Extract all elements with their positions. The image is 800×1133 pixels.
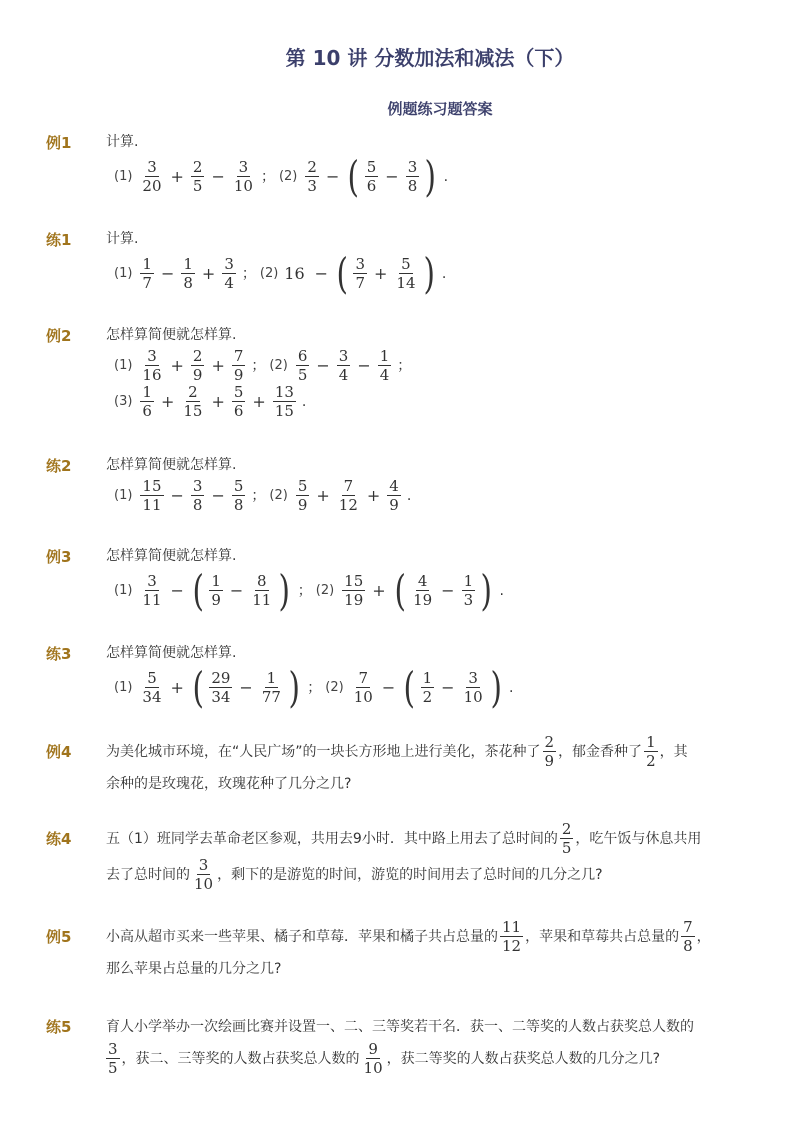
- whole-number: 16: [284, 264, 305, 283]
- part-number: (1): [114, 583, 133, 598]
- part-number: (1): [114, 358, 133, 373]
- problem-label: 例1: [46, 134, 72, 152]
- problem-label: 例4: [46, 743, 72, 761]
- fraction: $\frac{4}{19}$: [413, 572, 433, 609]
- instruction: 怎样算简便就怎样算.: [106, 457, 237, 473]
- fraction: $\frac{3}{10}$: [233, 158, 253, 195]
- problem-text: 小高从超市买来一些苹果、橘子和草莓．苹果和橘子共占总量的: [106, 929, 498, 945]
- part-number: (2): [269, 488, 288, 503]
- problem-label: 例2: [46, 327, 72, 345]
- fraction: $\frac{5}{6}$: [366, 158, 377, 195]
- fraction: $\frac{15}{19}$: [344, 572, 364, 609]
- fraction: $\frac{5}{14}$: [396, 255, 416, 292]
- fraction: $\frac{1}{3}$: [463, 572, 474, 609]
- fraction: $\frac{1}{7}$: [142, 255, 152, 292]
- fraction: $\frac{1}{4}$: [379, 347, 390, 384]
- fraction: $\frac{3}{8}$: [407, 158, 418, 195]
- problem-text: ，苹果和草莓共占总量的: [525, 929, 680, 945]
- part-number: (2): [325, 680, 344, 695]
- problem-text: 育人小学举办一次绘画比赛并设置一、二、三等奖若干名．获一、二等奖的人数占获奖总人数的: [106, 1019, 694, 1035]
- page-title: 第 10 讲 分数加法和减法（下）: [285, 46, 575, 70]
- fraction: $\frac{2}{5}$: [192, 158, 203, 195]
- fraction: $\frac{5}{8}$: [233, 477, 244, 514]
- fraction: $\frac{7}{9}$: [233, 347, 244, 384]
- fraction: $\frac{3}{4}$: [224, 255, 234, 292]
- problem-text: ，其: [659, 744, 688, 760]
- problem-text: ，郁金香种了: [558, 744, 643, 760]
- problem-text: ，吃午饭与休息共用: [575, 831, 702, 847]
- problem-text: ，剩下的是游览的时间，游览的时间用去了总时间的几分之几?: [217, 867, 603, 883]
- problem-text: 去了总时间的: [106, 867, 190, 883]
- fraction: $\frac{3}{11}$: [142, 572, 162, 609]
- fraction: $\frac{1}{2}$: [646, 733, 656, 770]
- fraction: $\frac{7}{10}$: [353, 669, 373, 706]
- fraction: $\frac{1}{6}$: [142, 383, 152, 420]
- fraction: $\frac{1}{9}$: [211, 572, 221, 609]
- fraction: $\frac{2}{9}$: [544, 733, 555, 770]
- fraction: $\frac{3}{10}$: [463, 669, 483, 706]
- problem-label: 练5: [46, 1018, 72, 1036]
- problem-text: ，获二等奖的人数占获奖总人数的几分之几?: [386, 1051, 661, 1067]
- problem-label: 例5: [46, 928, 72, 946]
- fraction: $\frac{1}{8}$: [183, 255, 193, 292]
- part-number: (2): [269, 358, 288, 373]
- fraction: $\frac{5}{9}$: [297, 477, 308, 514]
- fraction: $\frac{9}{10}$: [363, 1040, 383, 1077]
- fraction: $\frac{2}{9}$: [192, 347, 203, 384]
- problem-text: 那么苹果占总量的几分之几?: [106, 961, 282, 977]
- fraction: $\frac{2}{5}$: [561, 820, 572, 857]
- instruction: 怎样算简便就怎样算.: [106, 327, 237, 343]
- fraction: $\frac{3}{10}$: [194, 856, 214, 893]
- problem-label: 练1: [46, 231, 72, 249]
- fraction: $\frac{3}{4}$: [338, 347, 349, 384]
- fraction: $\frac{1}{77}$: [261, 669, 281, 706]
- part-number: (1): [114, 680, 133, 695]
- problem-text: ，: [696, 929, 711, 945]
- fraction: $\frac{4}{9}$: [389, 477, 399, 514]
- part-number: (2): [315, 583, 335, 598]
- fraction: $\frac{13}{15}$: [274, 383, 294, 420]
- instruction: 怎样算简便就怎样算.: [106, 548, 237, 564]
- problem-text: 为美化城市环境，在“人民广场”的一块长方形地上进行美化，茶花种了: [106, 744, 541, 760]
- instruction: 计算.: [106, 231, 139, 247]
- fraction: $\frac{2}{15}$: [183, 383, 203, 420]
- fraction: $\frac{3}{16}$: [142, 347, 162, 384]
- fraction: $\frac{7}{12}$: [338, 477, 358, 514]
- part-number: (2): [278, 169, 298, 184]
- problem-text: 五（1）班同学去革命老区参观，共用去9小时．其中路上用去了总时间的: [106, 831, 558, 847]
- fraction: $\frac{3}{8}$: [192, 477, 203, 514]
- fraction: $\frac{5}{6}$: [233, 383, 244, 420]
- fraction: $\frac{5}{34}$: [142, 669, 162, 706]
- fraction: $\frac{8}{11}$: [252, 572, 272, 609]
- fraction: $\frac{3}{5}$: [108, 1040, 118, 1077]
- part-number: (1): [114, 169, 133, 184]
- instruction: 怎样算简便就怎样算.: [106, 645, 237, 661]
- problem-label: 练3: [46, 645, 72, 663]
- fraction: $\frac{15}{11}$: [142, 477, 162, 514]
- part-number: (1): [114, 488, 133, 503]
- problem-label: 练4: [46, 830, 72, 848]
- part-number: (1): [114, 266, 133, 281]
- part-number: (2): [259, 266, 279, 281]
- page-subtitle: 例题练习题答案: [387, 100, 493, 118]
- fraction: $\frac{3}{20}$: [142, 158, 162, 195]
- fraction: $\frac{1}{2}$: [422, 669, 433, 706]
- fraction: $\frac{29}{34}$: [211, 669, 231, 706]
- fraction: $\frac{2}{3}$: [307, 158, 317, 195]
- part-number: (3): [114, 394, 133, 409]
- instruction: 计算.: [106, 134, 139, 150]
- fraction: $\frac{7}{8}$: [683, 918, 693, 955]
- fraction: $\frac{11}{12}$: [502, 918, 522, 955]
- problem-text: ，获二、三等奖的人数占获奖总人数的: [121, 1051, 360, 1067]
- problem-label: 练2: [46, 457, 72, 475]
- problem-label: 例3: [46, 548, 72, 566]
- fraction: $\frac{3}{7}$: [355, 255, 365, 292]
- problem-text: 余种的是玫瑰花，玫瑰花种了几分之几?: [106, 776, 352, 792]
- fraction: $\frac{6}{5}$: [297, 347, 308, 384]
